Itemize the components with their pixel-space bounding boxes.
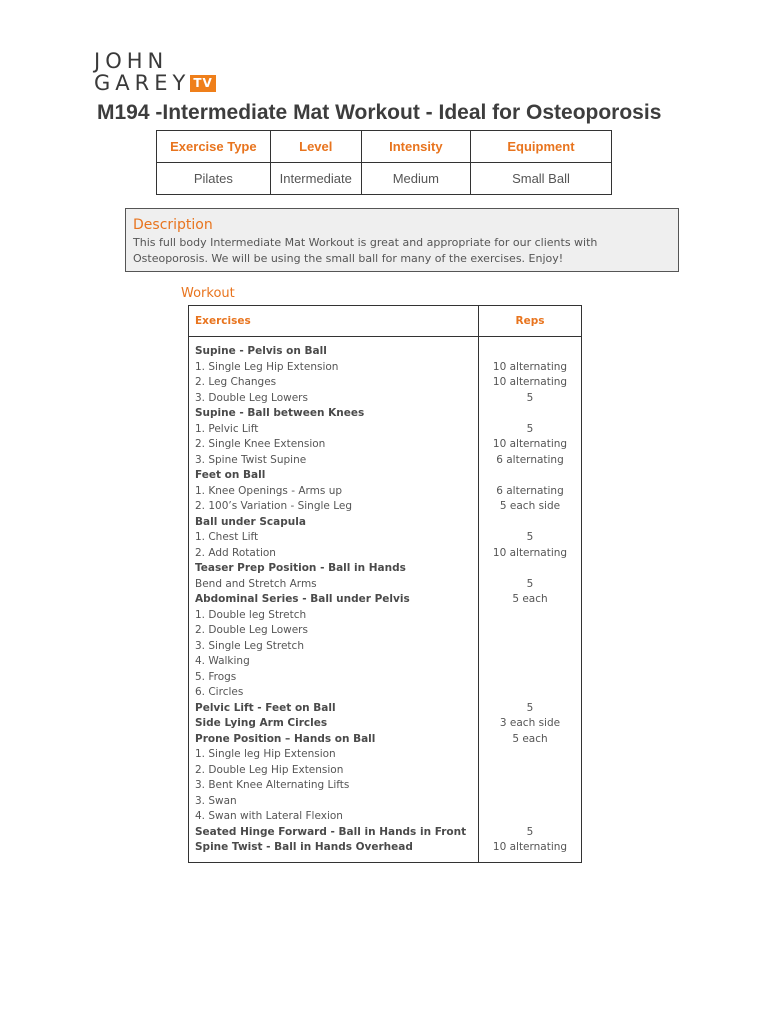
exercise-name: 2. 100’s Variation - Single Leg — [195, 500, 352, 512]
exercise-reps — [479, 515, 581, 531]
exercise-row — [189, 670, 581, 686]
exercise-row — [189, 484, 581, 500]
exercise-reps — [479, 468, 581, 484]
exercises-column-header: Exercises — [195, 315, 251, 327]
exercise-name: 5. Frogs — [195, 670, 237, 683]
exercise-name: 3. Single Leg Stretch — [195, 639, 304, 652]
exercise-name: 2. Single Knee Extension — [195, 438, 326, 450]
exercise-name: Bend and Stretch Arms — [195, 577, 317, 590]
logo-text-line2 — [94, 72, 216, 94]
exercise-row — [189, 654, 581, 670]
section-title: Ball under Scapula — [195, 515, 306, 528]
exercise-name: 3. Swan — [195, 794, 237, 807]
exercise-row — [189, 809, 581, 825]
section-row — [189, 406, 581, 422]
exercise-name: 4. Walking — [195, 655, 250, 667]
section-title: Spine Twist - Ball in Hands Overhead — [195, 841, 413, 853]
exercise-reps — [479, 344, 581, 360]
exercise-reps — [479, 794, 581, 810]
info-value-level: Intermediate — [270, 163, 361, 195]
section-row — [189, 344, 581, 360]
brand-logo — [94, 50, 216, 94]
exercise-name: 3. Bent Knee Alternating Lifts — [195, 779, 350, 791]
exercise-row — [189, 437, 581, 453]
description-heading: Description — [133, 217, 213, 233]
exercise-row — [189, 391, 581, 407]
logo-text-garey: GAREY — [94, 71, 191, 95]
exercise-reps — [479, 639, 581, 655]
section-title: Supine - Ball between Knees — [195, 407, 365, 419]
workout-heading: Workout — [181, 286, 235, 301]
exercise-reps: 5 — [526, 577, 534, 590]
logo-text-line1: JOHN — [94, 49, 169, 73]
description-text: This full body Intermediate Mat Workout is great and appropriate for our clients with Osteoporosis. We will be using the small ball for many of the exercises. Enjoy! — [133, 236, 598, 265]
exercise-name: 3. Spine Twist Supine — [195, 453, 307, 466]
section-title: Feet on Ball — [195, 469, 266, 481]
info-header-row — [157, 131, 612, 163]
exercise-row — [189, 577, 581, 593]
exercise-row — [189, 763, 581, 779]
info-value-row — [157, 163, 612, 195]
section-title: Side Lying Arm Circles — [195, 717, 328, 729]
section-title: Supine - Pelvis on Ball — [195, 345, 327, 357]
workout-rows — [189, 344, 581, 856]
exercise-reps: 5 — [526, 531, 534, 543]
exercise-row — [189, 453, 581, 469]
exercise-name: 2. Add Rotation — [195, 546, 276, 559]
workout-info-table — [156, 130, 612, 195]
exercise-row — [189, 608, 581, 624]
exercise-name: 1. Double leg Stretch — [195, 608, 307, 621]
exercise-row — [189, 546, 581, 562]
exercise-reps — [479, 608, 581, 624]
exercise-row — [189, 794, 581, 810]
document-title: M194 -Intermediate Mat Workout - Ideal for Osteoporosis — [97, 101, 662, 124]
exercise-row — [189, 375, 581, 391]
exercise-name: 4. Swan with Lateral Flexion — [195, 810, 343, 822]
exercise-reps: 5 each side — [499, 500, 561, 512]
section-row — [189, 468, 581, 484]
exercise-name: 1. Knee Openings - Arms up — [195, 484, 343, 497]
exercise-name: 2. Leg Changes — [195, 376, 277, 388]
exercise-reps: 5 — [526, 391, 534, 404]
exercise-reps — [479, 809, 581, 825]
exercise-reps: 6 alternating — [496, 453, 564, 466]
exercise-row — [189, 530, 581, 546]
exercise-reps: 10 alternating — [492, 841, 568, 853]
exercise-reps: 3 each side — [499, 717, 561, 729]
section-row — [189, 840, 581, 856]
section-title: Prone Position – Hands on Ball — [195, 732, 376, 745]
exercise-reps: 10 alternating — [492, 438, 568, 450]
section-row — [189, 825, 581, 841]
exercise-reps: 5 — [526, 701, 534, 714]
exercise-row — [189, 499, 581, 515]
exercise-reps — [479, 747, 581, 763]
reps-column-header: Reps — [515, 315, 545, 327]
info-header-equipment: Equipment — [470, 131, 611, 163]
section-row — [189, 732, 581, 748]
section-title: Teaser Prep Position - Ball in Hands — [195, 562, 406, 574]
info-value-intensity: Medium — [361, 163, 470, 195]
exercise-reps: 5 — [526, 825, 534, 838]
exercise-row — [189, 639, 581, 655]
workout-table — [188, 305, 582, 863]
header-divider — [189, 336, 581, 337]
exercise-row — [189, 747, 581, 763]
exercise-name: 3. Double Leg Lowers — [195, 391, 308, 404]
exercise-reps: 10 alternating — [492, 360, 568, 373]
exercise-reps: 10 alternating — [492, 546, 568, 559]
exercise-name: 2. Double Leg Hip Extension — [195, 763, 344, 776]
exercise-reps — [479, 778, 581, 794]
exercise-reps — [479, 406, 581, 422]
exercise-reps: 10 alternating — [492, 376, 568, 388]
exercise-row — [189, 778, 581, 794]
section-row — [189, 701, 581, 717]
exercise-name: 1. Pelvic Lift — [195, 422, 259, 435]
section-title: Abdominal Series - Ball under Pelvis — [195, 593, 410, 605]
exercise-reps: 5 — [526, 422, 534, 435]
logo-tv-badge: TV — [190, 75, 215, 92]
exercise-name: 1. Single leg Hip Extension — [195, 748, 336, 760]
exercise-reps — [479, 685, 581, 701]
section-row — [189, 561, 581, 577]
info-value-equipment: Small Ball — [470, 163, 611, 195]
info-header-exercise-type: Exercise Type — [157, 131, 271, 163]
exercise-name: 2. Double Leg Lowers — [195, 624, 308, 636]
exercise-reps: 5 each — [512, 593, 548, 605]
description-box — [125, 208, 679, 272]
exercise-name: 1. Single Leg Hip Extension — [195, 360, 339, 373]
exercise-reps: 5 each — [512, 732, 548, 745]
section-row — [189, 716, 581, 732]
info-header-level: Level — [270, 131, 361, 163]
exercise-row — [189, 685, 581, 701]
section-row — [189, 592, 581, 608]
exercise-reps — [479, 561, 581, 577]
section-row — [189, 515, 581, 531]
exercise-row — [189, 623, 581, 639]
section-title: Pelvic Lift - Feet on Ball — [195, 701, 336, 714]
exercise-reps — [479, 623, 581, 639]
section-title: Seated Hinge Forward - Ball in Hands in Front — [195, 825, 467, 838]
exercise-reps: 6 alternating — [496, 484, 564, 497]
exercise-name: 1. Chest Lift — [195, 531, 259, 543]
exercise-reps — [479, 654, 581, 670]
exercise-row — [189, 422, 581, 438]
exercise-row — [189, 360, 581, 376]
info-header-intensity: Intensity — [361, 131, 470, 163]
exercise-reps — [479, 670, 581, 686]
info-value-exercise-type: Pilates — [157, 163, 271, 195]
exercise-reps — [479, 763, 581, 779]
exercise-name: 6. Circles — [195, 686, 244, 698]
